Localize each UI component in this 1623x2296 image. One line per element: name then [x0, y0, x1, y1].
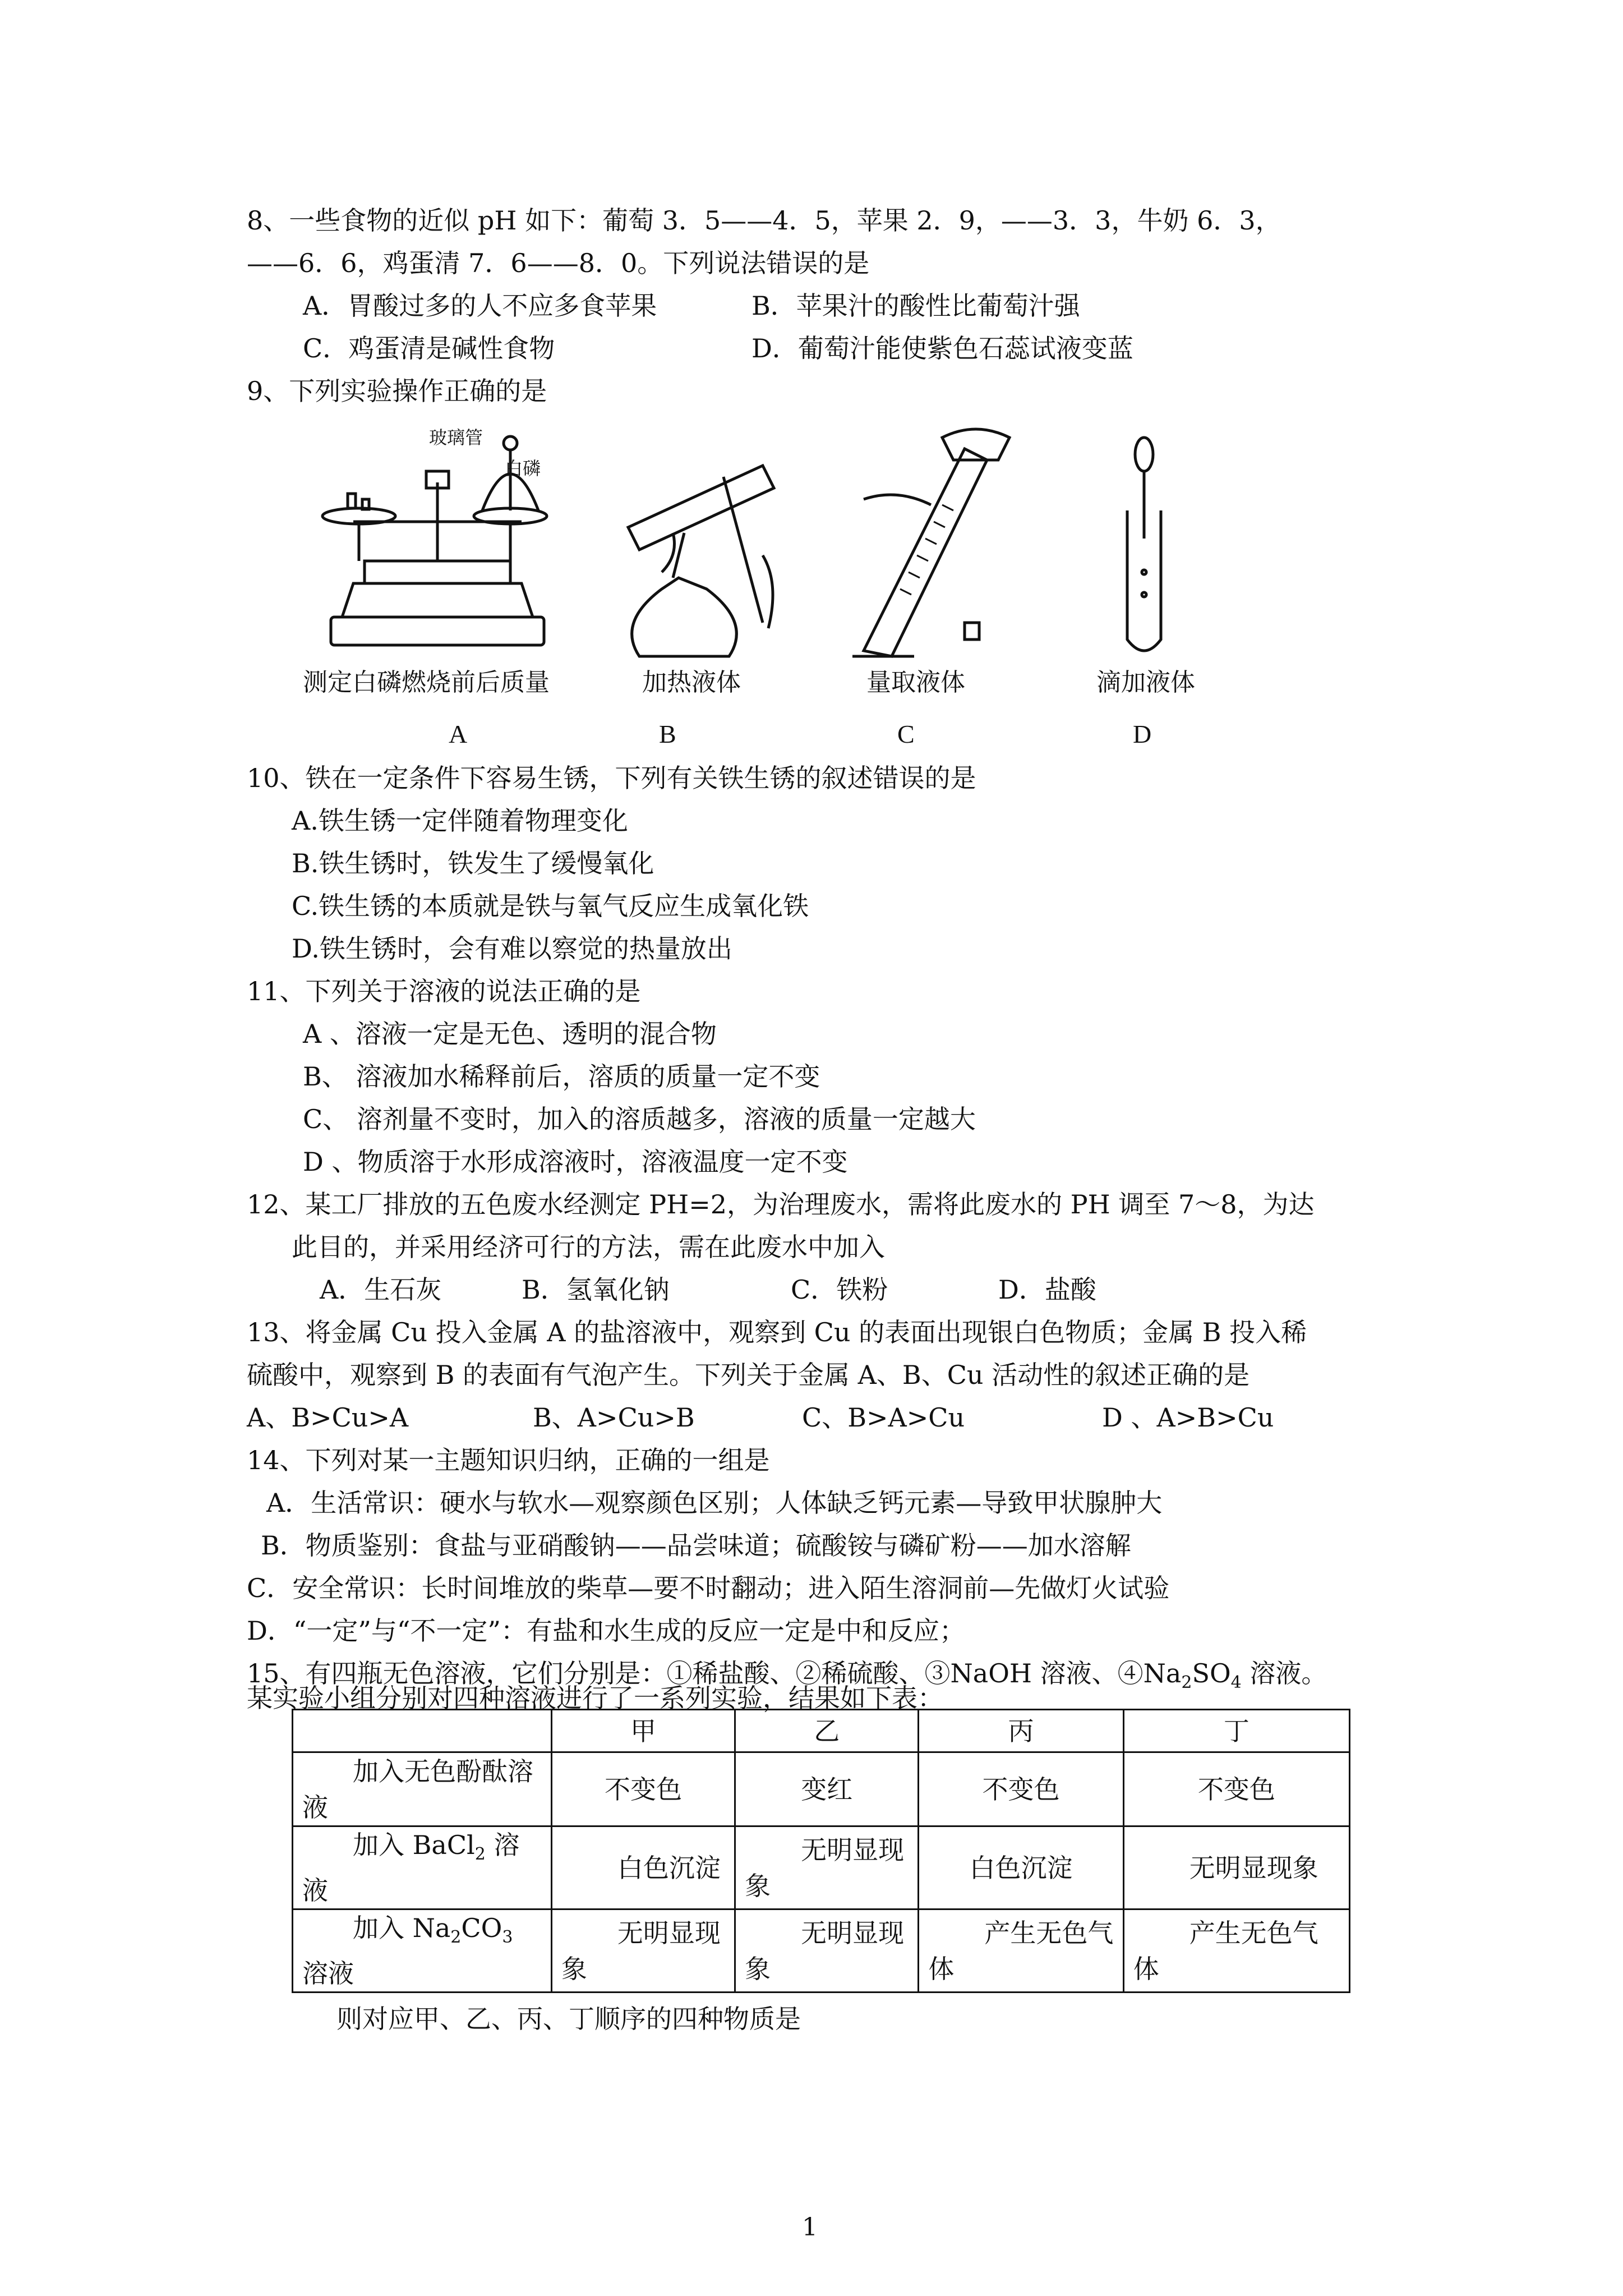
table-cell: 白色沉淀: [551, 1826, 735, 1910]
table-header-ding: 丁: [1123, 1710, 1349, 1752]
caption-a: 测定白磷燃烧前后质量: [303, 668, 550, 697]
table-header-bing: 丙: [919, 1710, 1123, 1752]
letter-a: A: [449, 720, 468, 748]
table-header-row: [293, 1710, 1350, 1752]
q10-option-c: C.铁生锈的本质就是铁与氧气反应生成氧化铁: [292, 891, 809, 921]
q13-option-d: D 、A>B>Cu: [1102, 1402, 1274, 1433]
q12-option-c: C．铁粉: [791, 1274, 888, 1305]
letter-c: C: [897, 720, 915, 748]
q11-option-c: C、 溶剂量不变时，加入的溶质越多，溶液的质量一定越大: [303, 1104, 976, 1134]
balance-figure: [314, 415, 561, 662]
q14-option-d: D．“一定”与“不一定”：有盐和水生成的反应一定是中和反应；: [247, 1616, 965, 1646]
table-row-label: 加入无色酚酞溶液: [293, 1752, 552, 1826]
q12-line2: 此目的，并采用经济可行的方法，需在此废水中加入: [292, 1232, 885, 1262]
white-phosphorus-label: 白磷: [505, 458, 541, 479]
table-cell: 无明显现象: [735, 1910, 919, 1993]
results-table: [292, 1709, 1350, 1993]
q10-option-b: B.铁生锈时，铁发生了缓慢氧化: [292, 848, 654, 878]
table-cell: 白色沉淀: [919, 1826, 1123, 1910]
q14-option-a: A．生活常识：硬水与软水—观察颜色区别；人体缺乏钙元素—导致甲状腺肿大: [266, 1488, 1163, 1518]
q13-option-a: A、B>Cu>A: [247, 1402, 409, 1433]
q14-stem: 14、下列对某一主题知识归纳，正确的一组是: [247, 1445, 770, 1475]
q14-option-c: C．安全常识：长时间堆放的柴草—要不时翻动；进入陌生溶洞前—先做灯火试验: [247, 1573, 1170, 1603]
q9-stem: 9、下列实验操作正确的是: [247, 376, 547, 406]
q8-option-d: D．葡萄汁能使紫色石蕊试液变蓝: [751, 333, 1133, 364]
caption-b: 加热液体: [642, 668, 741, 697]
table-row-label: 加入 $Na_2CO_3$ 溶液: [293, 1910, 552, 1993]
q13-line2: 硫酸中，观察到 B 的表面有气泡产生。下列关于金属 A、B、Cu 活动性的叙述正确的是: [247, 1360, 1250, 1390]
table-header-jia: 甲: [551, 1710, 735, 1752]
q11-stem: 11、下列关于溶液的说法正确的是: [247, 976, 641, 1006]
q8-line2: ——6．6，鸡蛋清 7．6——8．0。下列说法错误的是: [247, 248, 870, 278]
table-row: [293, 1752, 1350, 1826]
table-cell: 不变色: [919, 1752, 1123, 1826]
q12-option-a: A．生石灰: [320, 1274, 442, 1305]
table-cell: 不变色: [1123, 1752, 1349, 1826]
q11-option-d: D 、物质溶于水形成溶液时，溶液温度一定不变: [303, 1147, 848, 1177]
q8-line1: 8、一些食物的近似 pH 如下：葡萄 3．5——4．5，苹果 2．9，——3．3，牛奶 6．3，: [247, 205, 1281, 236]
letter-d: D: [1133, 720, 1152, 748]
q12-line1: 12、某工厂排放的五色废水经测定 PH=2，为治理废水，需将此废水的 PH 调至 7～8，为达: [247, 1189, 1315, 1220]
q15-after-table: 则对应甲、乙、丙、丁顺序的四种物质是: [336, 2004, 801, 2034]
table-header-yi: 乙: [735, 1710, 919, 1752]
table-cell: 变红: [735, 1752, 919, 1826]
table-cell: 无明显现象: [551, 1910, 735, 1993]
q12-option-b: B．氢氧化钠: [522, 1274, 670, 1305]
q8-option-a: A．胃酸过多的人不应多食苹果: [303, 291, 657, 321]
q14-option-b: B．物质鉴别：食盐与亚硝酸钠——品尝味道；硫酸铵与磷矿粉——加水溶解: [261, 1530, 1131, 1561]
q8-option-b: B．苹果汁的酸性比葡萄汁强: [751, 291, 1080, 321]
table-cell: 产生无色气体: [1123, 1910, 1349, 1993]
table-cell: 不变色: [551, 1752, 735, 1826]
q13-option-c: C、B>A>Cu: [802, 1402, 965, 1433]
q8-option-c: C．鸡蛋清是碱性食物: [303, 333, 555, 364]
table-cell: 无明显现象: [735, 1826, 919, 1910]
q10-stem: 10、铁在一定条件下容易生锈，下列有关铁生锈的叙述错误的是: [247, 763, 976, 793]
table-cell: 产生无色气体: [919, 1910, 1123, 1993]
q11-option-b: B、 溶液加水稀释前后，溶质的质量一定不变: [303, 1061, 820, 1092]
q13-line1: 13、将金属 Cu 投入金属 A 的盐溶液中，观察到 Cu 的表面出现银白色物质；金属 B 投入稀: [247, 1317, 1307, 1347]
page-number: 1: [802, 2213, 818, 2242]
q10-option-d: D.铁生锈时，会有难以察觉的热量放出: [292, 933, 732, 964]
table-cell: [293, 1710, 552, 1752]
q11-option-a: A 、溶液一定是无色、透明的混合物: [303, 1019, 717, 1049]
table-row: [293, 1910, 1350, 1993]
dropper-figure: [1099, 426, 1189, 662]
q15-line2: 某实验小组分别对四种溶液进行了一系列实验，结果如下表：: [247, 1683, 943, 1713]
measuring-cylinder-figure: [830, 415, 1054, 662]
q10-option-a: A.铁生锈一定伴随着物理变化: [292, 806, 628, 836]
table-row-label: 加入 BaCl$_2$ 溶液: [293, 1826, 552, 1910]
heating-liquid-figure: [594, 443, 819, 668]
caption-c: 量取液体: [866, 668, 965, 697]
letter-b: B: [659, 720, 676, 748]
table-cell: 无明显现象: [1123, 1826, 1349, 1910]
q15-line1: 15、有四瓶无色溶液，它们分别是：①稀盐酸、②稀硫酸、③NaOH 溶液、$④Na_2SO_4$ 溶液。: [247, 1658, 1327, 1693]
caption-d: 滴加液体: [1096, 668, 1195, 697]
q12-option-d: D．盐酸: [998, 1274, 1096, 1305]
q13-option-b: B、A>Cu>B: [533, 1402, 695, 1433]
table-row: [293, 1826, 1350, 1910]
glass-tube-label: 玻璃管: [429, 427, 483, 448]
